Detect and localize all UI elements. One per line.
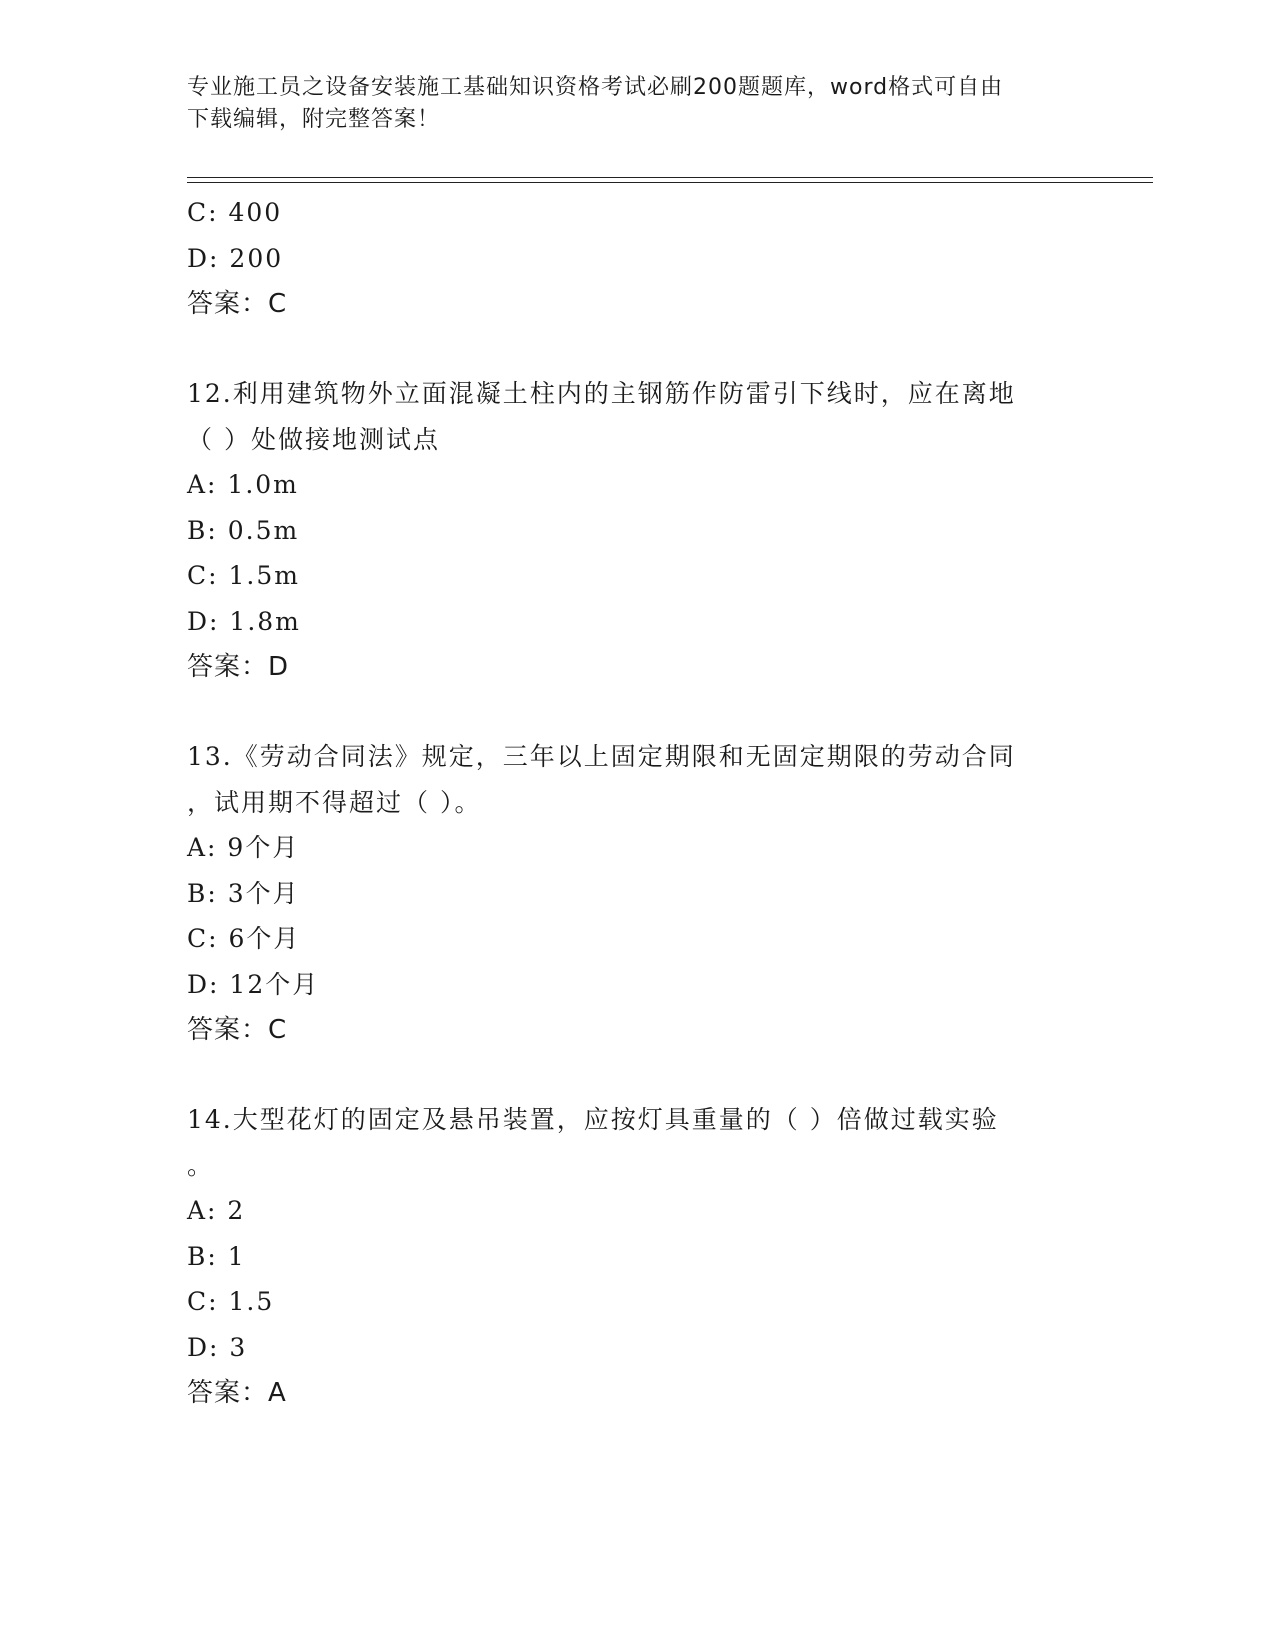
question-14 (187, 1097, 1087, 1416)
question-text-line2: 。 (187, 1150, 215, 1180)
option-d: D: 3 (187, 1332, 248, 1362)
question-text-line2: ，试用期不得超过（ ）。 (187, 787, 482, 817)
answer-line: 答案：C (187, 1015, 288, 1045)
question-11-tail (187, 190, 1087, 327)
question-12 (187, 371, 1087, 690)
question-text-line1: 13.《劳动合同法》规定，三年以上固定期限和无固定期限的劳动合同 (187, 742, 1016, 771)
option-a: A: 1.0m (187, 470, 299, 499)
option-c: C: 6个月 (187, 924, 301, 953)
header-title-line1: 专业施工员之设备安装施工基础知识资格考试必刷200题题库，word格式可自由 (187, 75, 1004, 100)
header-divider-bottom (187, 182, 1153, 183)
option-c: C: 400 (187, 198, 283, 227)
option-a: A: 2 (187, 1196, 246, 1225)
question-text-line1: 14.大型花灯的固定及悬吊装置，应按灯具重量的（ ）倍做过载实验 (187, 1105, 999, 1134)
option-a: A: 9个月 (187, 833, 300, 862)
question-text-line1: 12.利用建筑物外立面混凝土柱内的主钢筋作防雷引下线时，应在离地 (187, 379, 1016, 408)
question-list (187, 190, 1087, 1416)
option-d: D: 1.8m (187, 606, 301, 636)
header-title-line2: 下载编辑，附完整答案！ (187, 107, 441, 132)
answer-line: 答案：A (187, 1378, 287, 1408)
document-header (187, 72, 1067, 136)
option-d: D: 200 (187, 243, 284, 273)
answer-line: 答案：C (187, 289, 288, 319)
option-d: D: 12个月 (187, 969, 320, 999)
option-c: C: 1.5 (187, 1287, 275, 1316)
question-text-line2: （ ）处做接地测试点 (187, 424, 440, 454)
question-13 (187, 734, 1087, 1053)
header-divider-top (187, 177, 1153, 178)
option-b: B: 3个月 (187, 878, 300, 908)
option-b: B: 0.5m (187, 515, 300, 545)
option-c: C: 1.5m (187, 561, 300, 590)
answer-line: 答案：D (187, 652, 290, 682)
option-b: B: 1 (187, 1241, 246, 1271)
